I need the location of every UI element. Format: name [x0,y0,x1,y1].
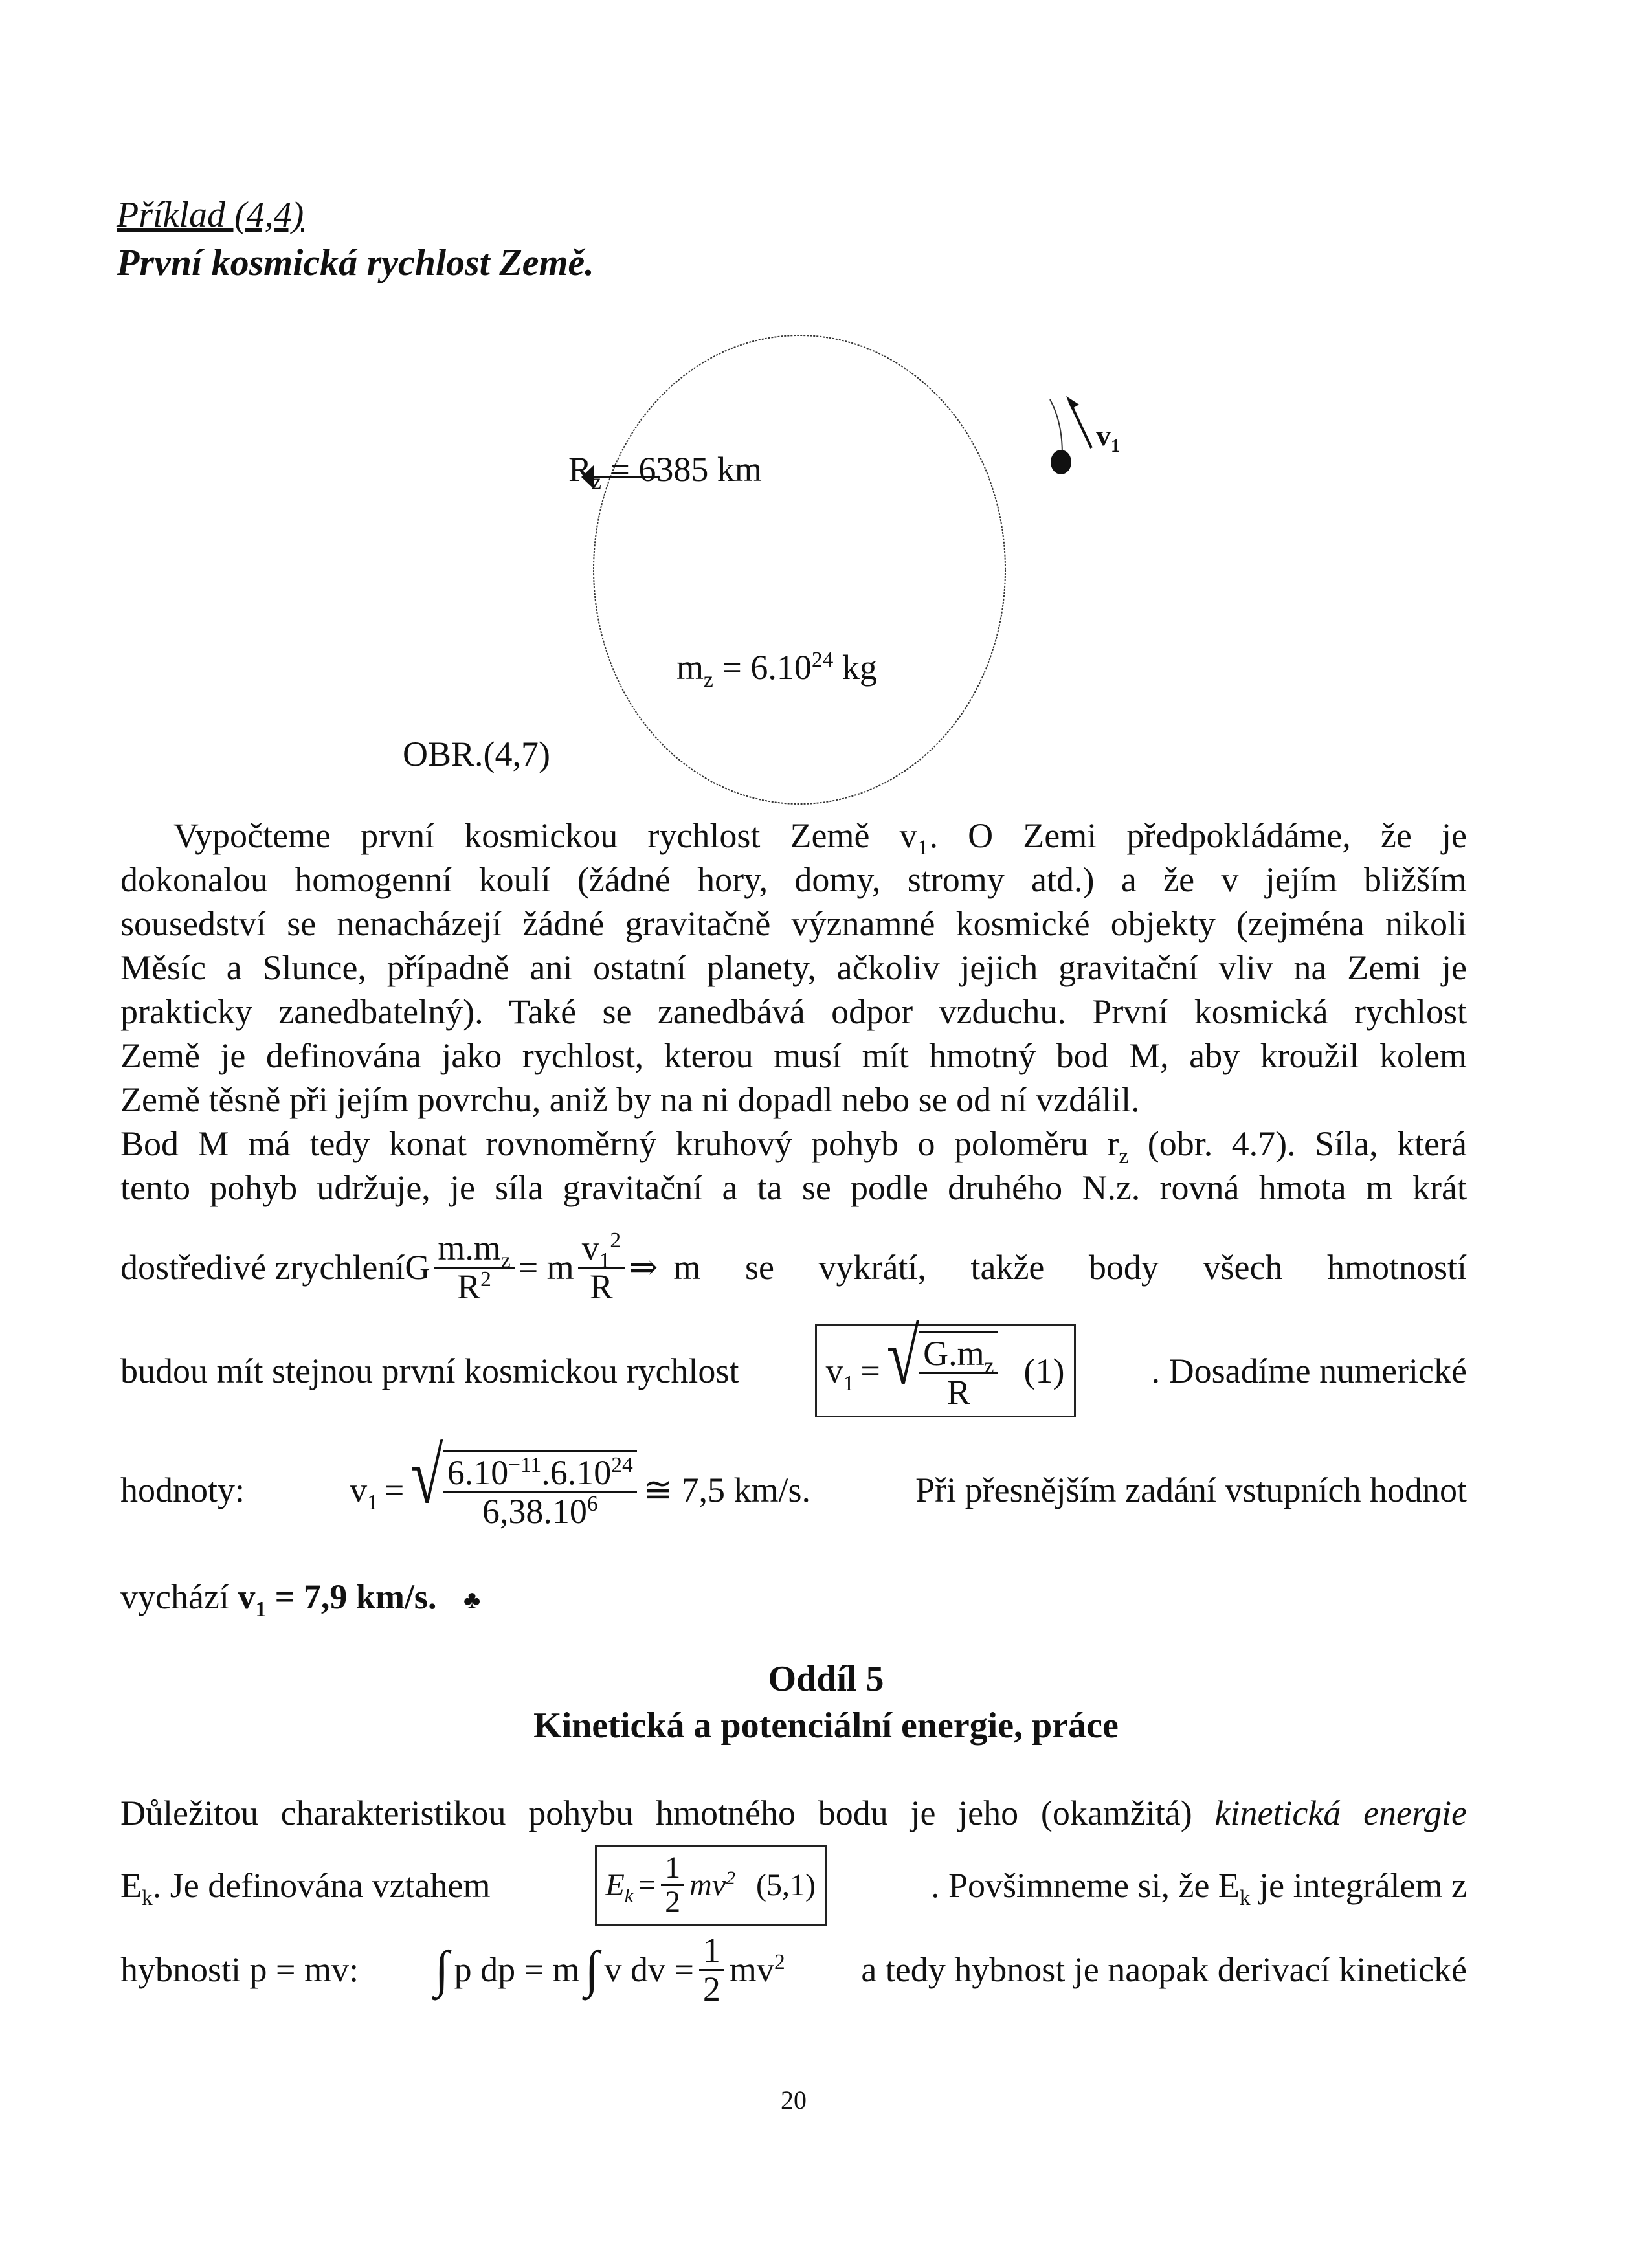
section-title: Kinetická a potenciální energie, práce [533,1706,1119,1746]
paragraph-line: Měsíc a Slunce, případně ani ostatní planety, ačkoliv jejich gravitační vliv na Zemi je [120,948,1467,987]
paragraph-line: prakticky zanedbatelný). Také se zanedbává odpor vzduchu. První kosmická rychlost [120,992,1467,1031]
radius-label: $R_z = 6385$ km [568,450,762,494]
mass-label: $m_z = 6.10^{24}$ kg [676,648,877,692]
paragraph-line-eq4: $E_k$. Je definována vztahem $E_k$ = $\frac{1}{2}$ $mv^2$ (5,1) . Povšimneme si, že $E_k$ je integrálem z [120,1845,1467,1926]
figure-caption: OBR.(4,7) [403,735,550,773]
result-line: vychází $v_1 = 7,9$ km/s. ♣ [120,1577,481,1621]
section-number: Oddíl 5 [768,1659,884,1699]
paragraph-line: dokonalou homogenní koulí (žádné hory, domy, stromy atd.) a že v jejím bližším [120,860,1467,899]
paragraph-line: Země těsně při jejím povrchu, aniž by na ni dopadl nebo se od ní vzdálil. [120,1080,1140,1119]
paragraph-line: sousedství se nenacházejí žádné gravitačně významné kosmické objekty (zejména nikoli [120,904,1467,943]
velocity-label: $v_1$ [1096,419,1121,457]
paragraph-line-eq3: hodnoty: $v_1$ = √ $\frac{6.10^{-11}.6.10^{24}}{6,38.10^6}$ ≅ 7,5 km/s. Při přesnějším zadání vstupních hodnot [120,1430,1467,1531]
equation-gravity: G $\frac{m.m_z}{R^2}$ = m $\frac{v_1^2}{R}$ ⇒ [405,1228,658,1306]
paragraph-line: Země je definována jako rychlost, kterou musí mít hmotný bod M, aby kroužil kolem [120,1036,1467,1075]
paragraph-line-eq2: budou mít stejnou první kosmickou rychlost $v_1$ = √ $\frac{G.m_z}{R}$ (1) . Dosadíme numerické [120,1324,1467,1418]
earth-circle-diagram [0,0,1652,809]
equation-numeric: $v_1$ = √ $\frac{6.10^{-11}.6.10^{24}}{6,38.10^6}$ ≅ 7,5 km/s. [350,1430,811,1531]
equation-momentum-integral: ∫ p dp = m ∫ v dv = $\frac{1}{2}$ $mv^2$ [434,1931,785,2008]
paragraph-line: Důležitou charakteristikou pohybu hmotného bodu je jeho (okamžitá) kinetická energie [120,1794,1467,1832]
example-label: Příklad (4,4) [117,195,304,235]
example-title: První kosmická rychlost Země. [117,241,594,284]
end-of-example-icon: ♣ [463,1585,481,1614]
paragraph-line: Bod M má tedy konat rovnoměrný kruhový pohyb o poloměru $r_z$ (obr. 4.7). Síla, která [120,1124,1467,1168]
equation-kinetic-energy: $E_k$ = $\frac{1}{2}$ $mv^2$ (5,1) [595,1845,827,1926]
paragraph-line-eq5: hybnosti p = mv: ∫ p dp = m ∫ v dv = $\frac{1}{2}$ $mv^2$ a tedy hybnost je naopak derivací kinetické [120,1931,1467,2008]
page-number: 20 [781,2085,807,2115]
paragraph-line: Vypočteme první kosmickou rychlost Země v₁. O Zemi předpokládáme, že je [173,816,1467,855]
figure-earth-orbit [0,0,1652,809]
paragraph-line: tento pohyb udržuje, je síla gravitační a ta se podle druhého N.z. rovná hmota m krát [120,1168,1467,1207]
equation-first-cosmic-velocity: $v_1$ = √ $\frac{G.m_z}{R}$ (1) [815,1324,1076,1418]
paragraph-line-eq1: dostředivé zrychlení G $\frac{m.m_z}{R^2}$ = m $\frac{v_1^2}{R}$ ⇒ m se vykrátí, takže body všech hmotností [120,1228,1467,1306]
